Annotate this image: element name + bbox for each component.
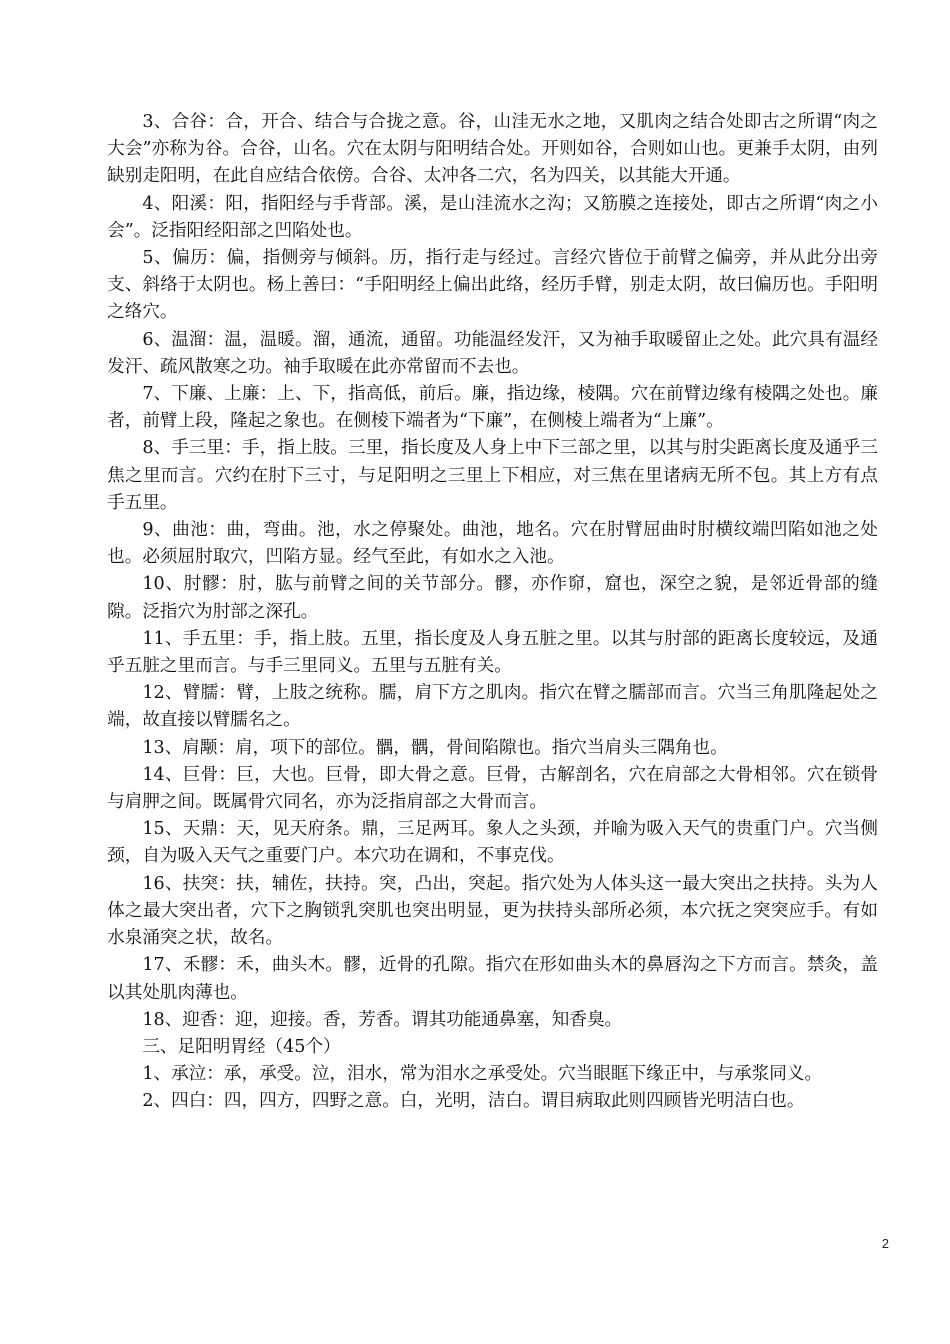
- paragraph-shouwuli: 11、手五里：手，指上肢。五里，指长度及人身五脏之里。以其与肘部的距离长度较远，及通乎五脏之里而言。与手三里同义。五里与五脏有关。: [107, 628, 878, 677]
- paragraph-yangxi: 4、阳溪：阳，指阳经与手背部。溪，是山洼流水之沟；又筋膜之连接处，即古之所谓“肉之小会”。泛指阳经阳部之凹陷处也。: [107, 193, 878, 241]
- paragraph-xialian-shanglian: 7、下廉、上廉：上、下，指高低，前后。廉，指边缘，棱隅。穴在前臂边缘有棱隅之处也。廉者，前臂上段，隆起之象也。在侧棱下端者为“下廉”，在侧棱上端者为“上廉”。: [107, 384, 878, 432]
- paragraph-yingxiang: 18、迎香：迎，迎接。香，芳香。谓其功能通鼻塞，知香臭。: [142, 1009, 623, 1030]
- paragraph-tianding: 15、天鼎：天，见天府条。鼎，三足两耳。象人之头颈，并喻为吸入天气的贵重门户。穴当侧颈，自为吸入天气之重要门户。本穴功在调和，不事克伐。: [107, 819, 878, 867]
- paragraph-hegu: 3、合谷：合，开合、结合与合拢之意。谷，山洼无水之地，又肌肉之结合处即古之所谓“肉之大会”亦称为谷。合谷，山名。穴在太阴与阳明结合处。开则如谷，合则如山也。更兼手太阴，由列缺别走阳明，在此自应结合依傍。合谷、太冲各二穴，名为四关，以其能大开通。: [107, 112, 878, 187]
- paragraph-shousanli: 8、手三里：手，指上肢。三里，指长度及人身上中下三部之里，以其与肘尖距离长度及通乎三焦之里而言。穴约在肘下三寸，与足阳明之三里上下相应，对三焦在里诸病无所不包。其上方有点手五里。: [107, 438, 878, 513]
- paragraph-pianli: 5、偏历：偏，指侧旁与倾斜。历，指行走与经过。言经穴皆位于前臂之偏旁，并从此分出旁支、斜络于太阴也。杨上善曰：“手阳明经上偏出此络，经历手臂，别走太阴，故曰偏历也。手阳明之络穴。: [107, 248, 878, 323]
- paragraph-futu: 16、扶突：扶，辅佐，扶持。突，凸出，突起。指穴处为人体头这一最大突出之扶持。头为人体之最大突出者，穴下之胸锁乳突肌也突出明显，更为扶持头部所必须，本穴抚之突突应手。有如水泉涌突之状，故名。: [107, 873, 878, 949]
- paragraph-jianyu: 13、肩颙：肩，项下的部位。髃，髃，骨间陷隙也。指穴当肩头三隅角也。: [142, 737, 728, 758]
- paragraph-quchi: 9、曲池：曲，弯曲。池，水之停聚处。曲池，地名。穴在肘臂屈曲时肘横纹端凹陷如池之处也。必须屈肘取穴，凹陷方显。经气至此，有如水之入池。: [107, 520, 878, 568]
- paragraph-jugu: 14、巨骨：巨，大也。巨骨，即大骨之意。巨骨，古解剖名，穴在肩部之大骨相邻。穴在锁骨与肩胛之间。既属骨穴同名，亦为泛指肩部之大骨而言。: [107, 764, 878, 813]
- paragraph-zhouliao: 10、肘髎：肘，肱与前臂之间的关节部分。髎，亦作窌，窟也，深空之貌，是邻近骨部的缝隙。泛指穴为肘部之深孔。: [107, 574, 878, 622]
- paragraph-wenliu: 6、温溜：温，温暖。溜，通流，通留。功能温经发汗，又为袖手取暖留止之处。此穴具有温经发汗、疏风散寒之功。袖手取暖在此亦常留而不去也。: [107, 329, 878, 377]
- paragraph-sibai: 2、四白：四，四方，四野之意。白，光明，洁白。谓目病取此则四顾皆光明洁白也。: [142, 1091, 805, 1112]
- paragraph-heliao: 17、禾髎：禾，曲头木。髎，近骨的孔隙。指穴在形如曲头木的鼻唇沟之下方而言。禁灸，盖以其处肌肉薄也。: [107, 955, 878, 1003]
- paragraph-chengqi: 1、承泣：承，承受。泣，泪水，常为泪水之承受处。穴当眼眶下缘正中，与承浆同义。: [142, 1064, 823, 1085]
- section-heading-stomach-meridian: 三、足阳明胃经（45个）: [142, 1036, 341, 1057]
- document-body: [108, 109, 878, 1116]
- paragraph-binao: 12、臂臑：臂，上肢之统称。臑，肩下方之肌肉。指穴在臂之臑部而言。穴当三角肌隆起处之端，故直接以臂臑名之。: [107, 683, 878, 731]
- page-number: 2: [881, 1236, 889, 1251]
